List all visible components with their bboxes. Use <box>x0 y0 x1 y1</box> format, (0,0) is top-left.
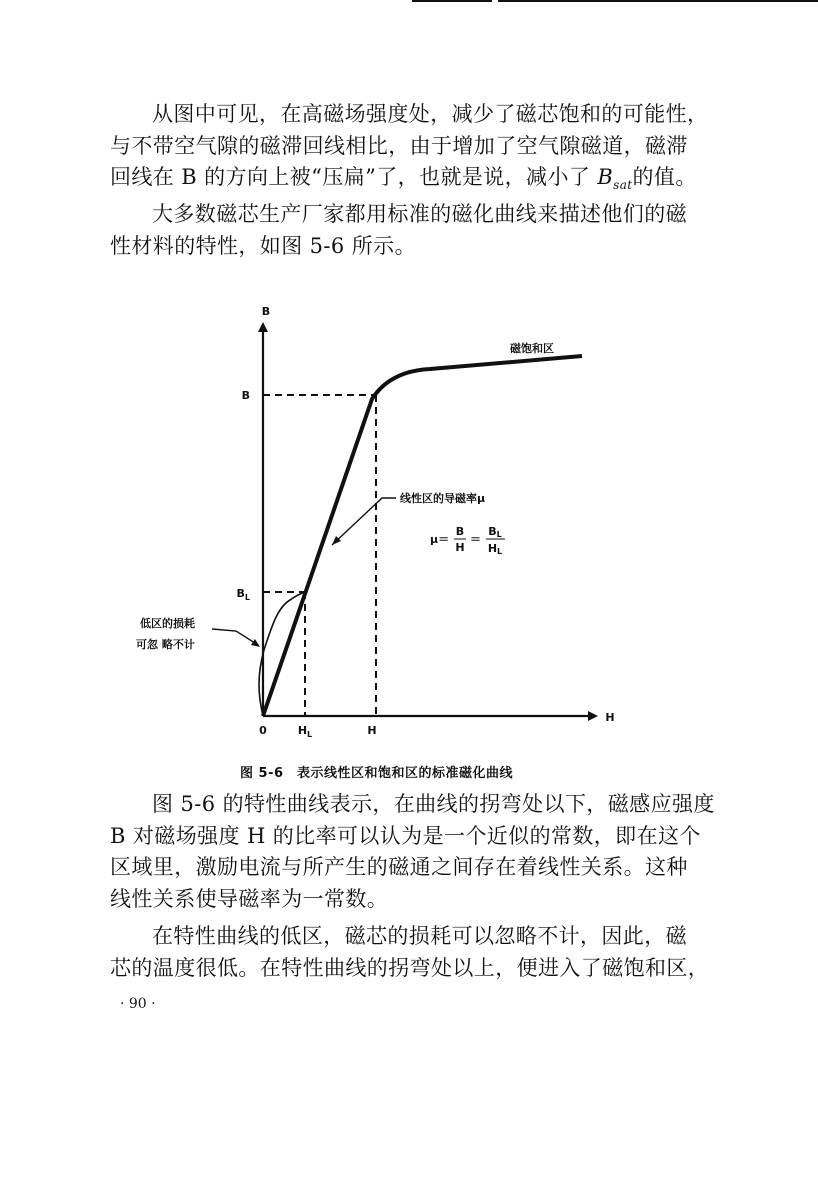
saturation-region-label: 磁饱和区 <box>510 342 554 355</box>
formula-equals: ＝ <box>470 533 481 546</box>
paragraph-3 <box>110 789 715 915</box>
text-span: 的值。 <box>632 165 697 189</box>
x-axis-label: H <box>605 711 615 724</box>
tick-label-b: B <box>241 389 250 402</box>
origin-label: 0 <box>259 724 267 737</box>
text-line: B 对磁场强度 H 的比率可以认为是一个近似的常数，即在这个 <box>110 823 701 848</box>
top-rule-1 <box>412 0 492 2</box>
linear-region-label: 线性区的导磁率μ <box>400 492 486 505</box>
formula-numerator-1: B <box>455 525 465 538</box>
y-axis-label: B <box>261 305 271 318</box>
paragraph-4 <box>110 921 710 984</box>
formula-numerator-2: BL <box>488 525 502 539</box>
low-loss-leader-arrowhead <box>251 639 260 647</box>
magnetization-curve-figure <box>100 295 660 755</box>
text-span: 回线在 B 的方向上被“压扁”了，也就是说，减小了 <box>110 165 598 189</box>
text-line: 线性关系使导磁率为一常数。 <box>110 886 389 911</box>
low-loss-label-line-2: 可忽 略不计 <box>136 638 195 651</box>
b-sat-symbol: $B_{sat}$ <box>597 165 633 193</box>
text-line: 区域里，激励电流与所产生的磁通之间存在着线性关系。这种 <box>110 855 688 879</box>
text-line: 与不带空气隙的磁滞回线相比，由于增加了空气隙磁道，磁滞 <box>110 133 688 158</box>
paragraph-1 <box>110 99 709 202</box>
formula-denominator-2: HL <box>487 542 503 556</box>
low-loss-label-line-1: 低区的损耗 <box>140 617 195 630</box>
tick-label-bl: $B_L$ <box>236 587 250 602</box>
text-line: 在特性曲线的低区，磁芯的损耗可以忽略不计，因此，磁 <box>152 924 687 948</box>
top-rule-2 <box>498 0 818 2</box>
tick-label-h: H <box>367 724 377 737</box>
page-number: · 90 · <box>120 996 156 1012</box>
permeability-formula <box>430 525 505 556</box>
text-line: 图 5-6 的特性曲线表示，在曲线的拐弯处以下，磁感应强度 <box>152 792 715 816</box>
text-line: 芯的温度很低。在特性曲线的拐弯处以上，便进入了磁饱和区， <box>110 955 710 980</box>
tick-label-hl: $H_L$ <box>297 724 313 739</box>
magnetization-curve <box>263 356 582 716</box>
paragraph-2 <box>110 199 690 262</box>
text-line: 性材料的特性，如图 5-6 所示。 <box>110 233 416 258</box>
text-line: 大多数磁芯生产厂家都用标准的磁化曲线来描述他们的磁 <box>152 202 687 226</box>
low-loss-leader <box>212 629 258 645</box>
figure-caption: 图 5-6 表示线性区和饱和区的标准磁化曲线 <box>240 766 514 781</box>
formula-denominator-1: H <box>455 541 465 554</box>
formula-lhs: μ＝ <box>430 533 450 546</box>
text-line: 从图中可见，在高磁场强度处，减少了磁芯饱和的可能性， <box>152 102 709 126</box>
text-line <box>110 162 697 202</box>
linear-region-leader <box>332 498 396 545</box>
